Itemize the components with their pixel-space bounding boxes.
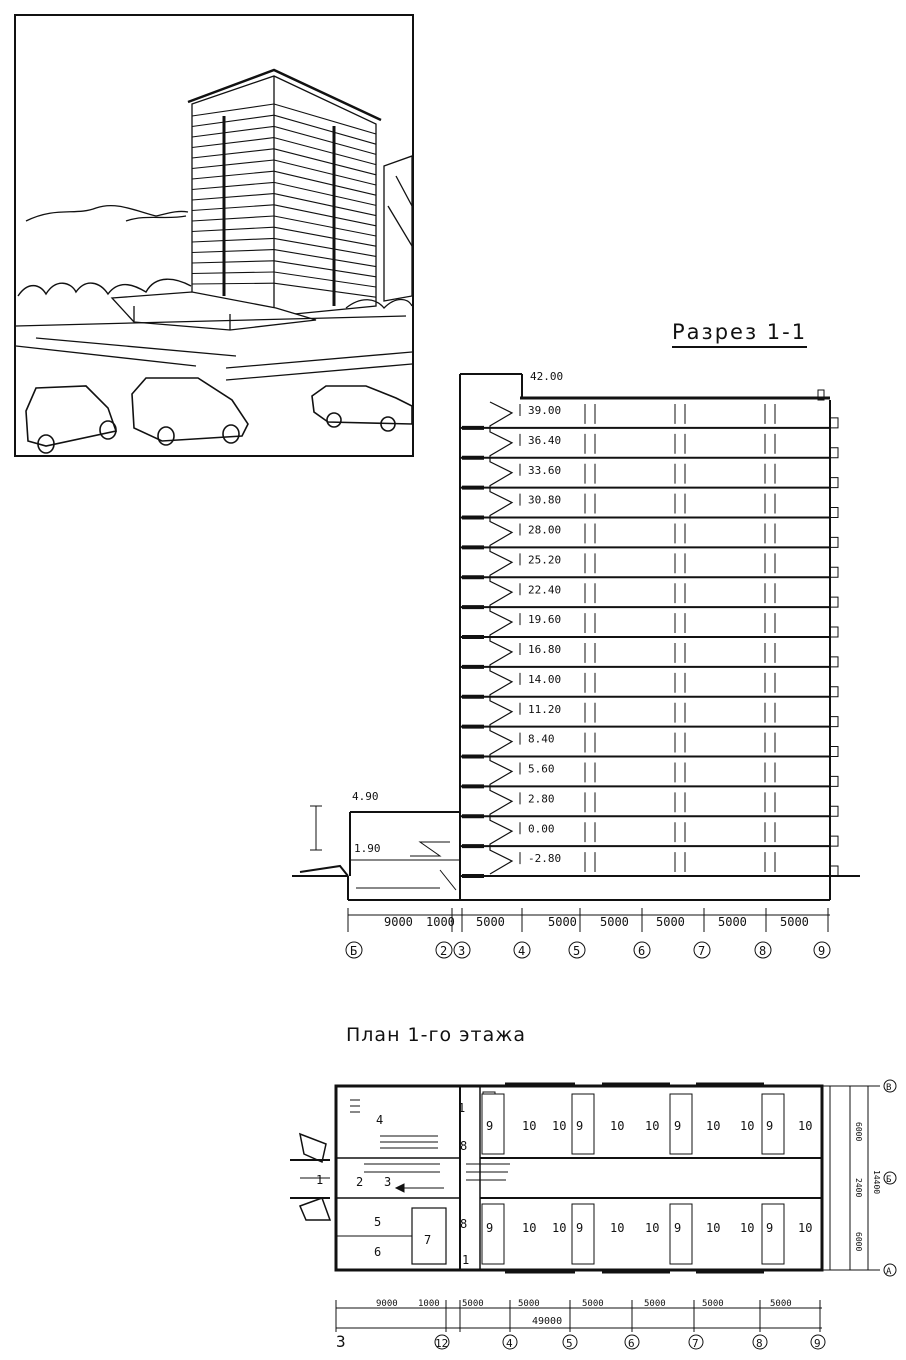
axis-label: Б (350, 944, 358, 958)
annex-mark-upper: 4.90 (352, 790, 379, 803)
axis-label: А (886, 1267, 892, 1277)
axis-label: 7 (698, 944, 706, 958)
stair-room-number: 8 (460, 1217, 468, 1231)
axis-label: 7 (692, 1337, 699, 1350)
axis-label: 6 (628, 1337, 635, 1350)
floor-level-mark: 28.00 (528, 523, 562, 537)
room-number: 10 (610, 1119, 625, 1133)
section-dimension: 5000 (656, 915, 685, 929)
plan-right-dimension: 2400 (854, 1178, 863, 1198)
floor-level-mark: -2.80 (528, 852, 562, 866)
floor-plan-drawing (0, 1060, 906, 1360)
floor-level-mark: 33.60 (528, 463, 562, 477)
axis-label: 5 (573, 944, 581, 958)
room-number: 10 (798, 1119, 813, 1133)
section-dimension: 5000 (780, 915, 809, 929)
room-number: 9 (674, 1221, 682, 1235)
plan-dimension: 5000 (518, 1299, 540, 1309)
section-dimension: 5000 (476, 915, 505, 929)
room-number: 10 (522, 1119, 537, 1133)
room-number: 10 (706, 1221, 721, 1235)
section-title: Разрез 1-1 (672, 320, 807, 348)
axis-label: 4 (518, 944, 526, 958)
axis-label: 3 (458, 944, 466, 958)
room-number: 9 (766, 1119, 774, 1133)
room-number: 3 (384, 1175, 392, 1189)
room-number: 9 (674, 1119, 682, 1133)
room-number: 10 (522, 1221, 537, 1235)
room-number: 6 (374, 1245, 382, 1259)
room-number: 10 (552, 1221, 567, 1235)
axis-label: 5 (566, 1337, 573, 1350)
axis-label: 9 (814, 1337, 821, 1350)
plan-overall-dimension: 49000 (532, 1316, 563, 1327)
floor-level-mark: 19.60 (528, 613, 562, 627)
room-number: 10 (740, 1119, 755, 1133)
room-number: 9 (766, 1221, 774, 1235)
room-number: 4 (376, 1113, 384, 1127)
plan-dimension: 5000 (462, 1299, 484, 1309)
plan-dimension: 5000 (644, 1299, 666, 1309)
room-number: 10 (552, 1119, 567, 1133)
axis-label: 8 (756, 1337, 763, 1350)
room-number: 9 (576, 1221, 584, 1235)
plan-dimension: 9000 (376, 1299, 398, 1309)
floor-level-mark: 30.80 (528, 493, 562, 507)
floor-level-mark: 25.20 (528, 553, 562, 567)
axis-label: 12 (435, 1337, 449, 1350)
plan-dimension: 5000 (582, 1299, 604, 1309)
plan-right-dimension: 6000 (854, 1232, 863, 1252)
floor-level-mark: 39.00 (528, 404, 562, 417)
floor-level-mark: 14.00 (528, 672, 562, 686)
floor-level-mark: 2.80 (528, 792, 555, 806)
axis-label: Б (886, 1175, 892, 1185)
room-number: 10 (645, 1119, 660, 1133)
floor-level-mark: 8.40 (528, 732, 555, 746)
axis-label: 4 (506, 1337, 513, 1350)
stair-room-number: 8 (460, 1139, 468, 1153)
plan-dimension: 1000 (418, 1299, 440, 1309)
stair-room-number: 1 (462, 1253, 470, 1267)
stair-room-number: 1 (458, 1101, 466, 1115)
floor-level-mark: 11.20 (528, 702, 562, 716)
axis-label: 2 (440, 944, 448, 958)
room-number: 7 (424, 1233, 432, 1247)
plan-overall-right: 14400 (872, 1170, 881, 1195)
floor-level-mark: 5.60 (528, 762, 555, 776)
annex-mark-lower: 1.90 (354, 842, 381, 855)
roof-mark: 42.00 (530, 370, 564, 383)
section-dimension: 5000 (548, 915, 577, 929)
section-dimension: 9000 (384, 915, 413, 929)
room-number: 9 (486, 1119, 494, 1133)
section-dimension: 5000 (600, 915, 629, 929)
room-number: 1 (316, 1173, 324, 1187)
room-number: 10 (740, 1221, 755, 1235)
axis-label: 9 (818, 944, 826, 958)
section-dimension: 1000 (426, 915, 455, 929)
floor-level-mark: 16.80 (528, 643, 562, 656)
axis-label: 6 (638, 944, 646, 958)
floor-level-mark: 36.40 (528, 433, 562, 447)
axis-label: В (886, 1083, 892, 1093)
plan-dimension: 5000 (702, 1299, 724, 1309)
plan-dimension: 5000 (770, 1299, 792, 1309)
floor-level-mark: 0.00 (528, 822, 555, 836)
axis-label: 8 (759, 944, 767, 958)
room-number: 5 (374, 1215, 382, 1229)
floor-level-mark: 22.40 (528, 583, 562, 597)
room-number: 10 (645, 1221, 660, 1235)
room-number: 10 (706, 1119, 721, 1133)
plan-title: План 1-го этажа (346, 1024, 527, 1046)
section-dimension: 5000 (718, 915, 747, 929)
axis-label: 3 (336, 1332, 346, 1351)
room-number: 9 (486, 1221, 494, 1235)
plan-right-dimension: 6000 (854, 1122, 863, 1142)
room-number: 10 (798, 1221, 813, 1235)
room-number: 9 (576, 1119, 584, 1133)
room-number: 2 (356, 1175, 364, 1189)
room-number: 10 (610, 1221, 625, 1235)
